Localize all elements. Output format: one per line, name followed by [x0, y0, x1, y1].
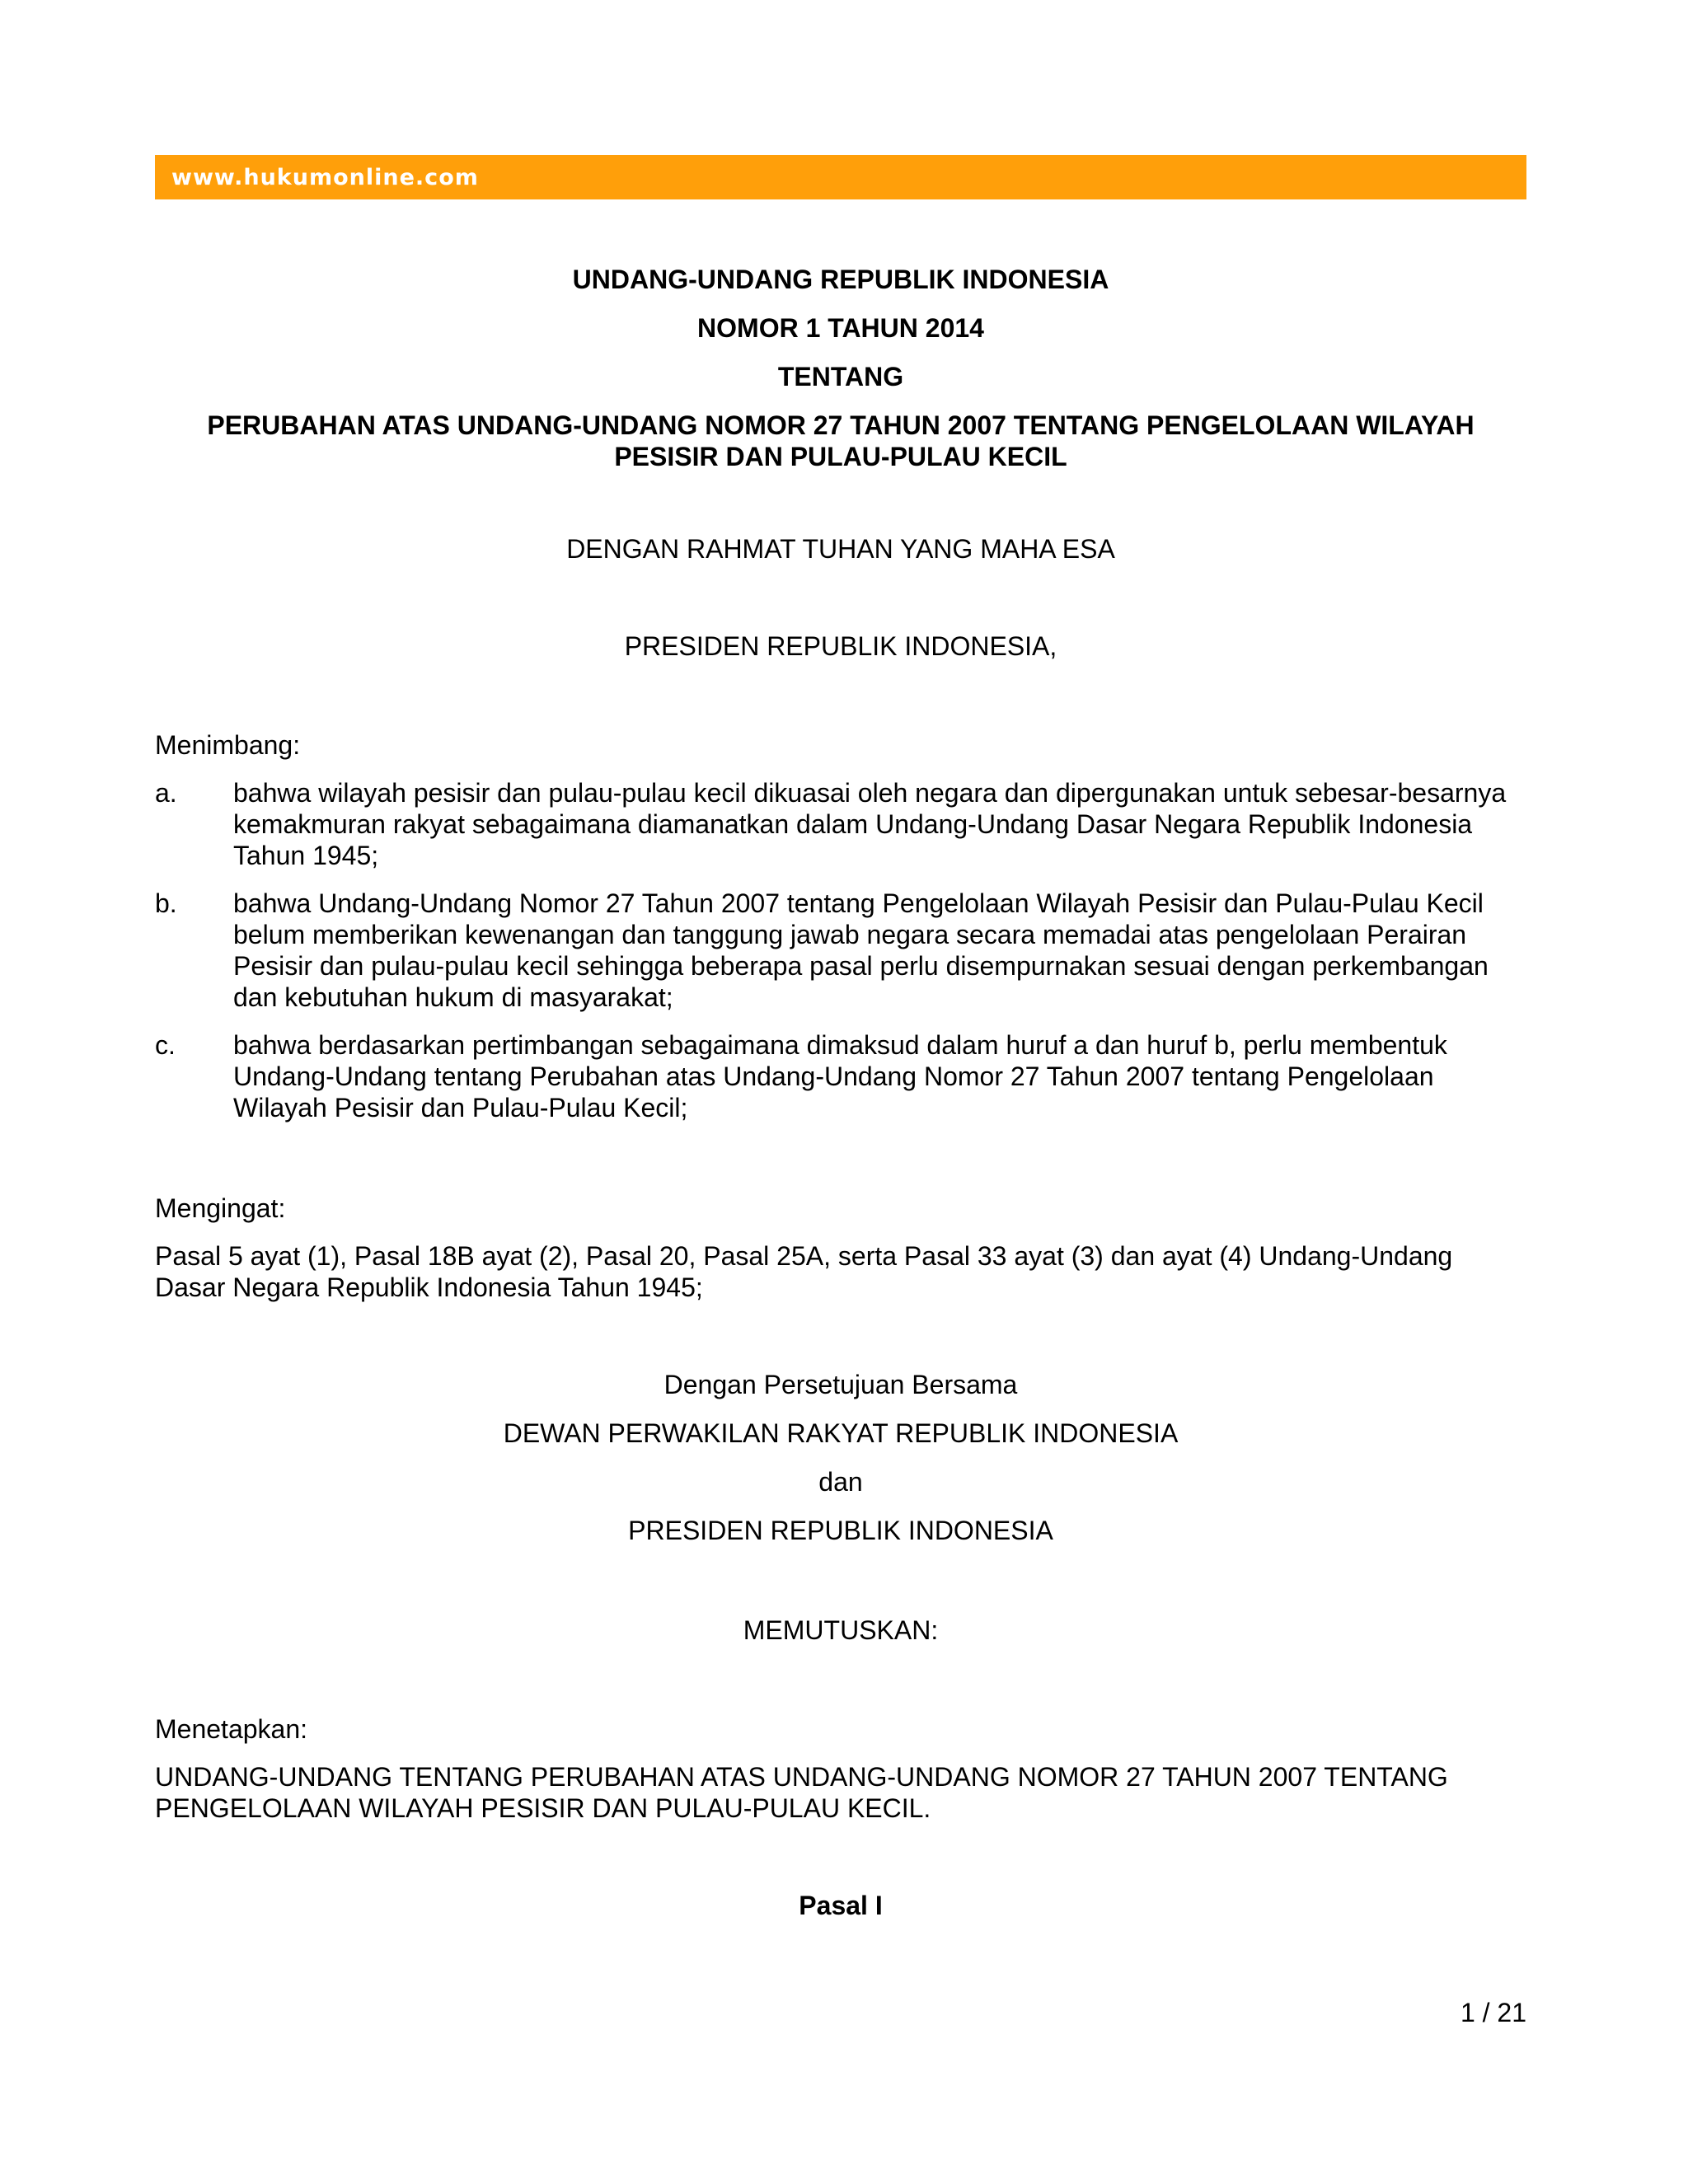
page-number: 1 / 21: [1460, 1998, 1526, 2027]
spacer: [155, 1140, 1526, 1193]
mengingat-label: Mengingat:: [155, 1193, 286, 1223]
title-law: UNDANG-UNDANG REPUBLIK INDONESIA: [572, 265, 1109, 294]
menimbang-label: Menimbang:: [155, 730, 301, 760]
persetujuan-dpr: DEWAN PERWAKILAN RAKYAT REPUBLIK INDONESIA: [503, 1418, 1179, 1448]
list-item: [155, 888, 1526, 1013]
preamble-presiden: PRESIDEN REPUBLIK INDONESIA,: [624, 631, 1057, 661]
menimbang-list: [155, 777, 1526, 1123]
mengingat-text: Pasal 5 ayat (1), Pasal 18B ayat (2), Pasal 20, Pasal 25A, serta Pasal 33 ayat (3) dan ayat (4) Undang-Undang Dasar Negara Republik Indonesia Tahun 1945;: [155, 1241, 1453, 1302]
list-text: bahwa wilayah pesisir dan pulau-pulau kecil dikuasai oleh negara dan dipergunakan untuk sebesar-besarnya kemakmuran rakyat sebagaimana diamanatkan dalam Undang-Undang Dasar Negara Republik Indonesia Tahun 1945;: [233, 778, 1507, 870]
spacer: [155, 662, 1526, 729]
menetapkan-label: Menetapkan:: [155, 1714, 308, 1744]
title-subject: PERUBAHAN ATAS UNDANG-UNDANG NOMOR 27 TAHUN 2007 TENTANG PENGELOLAAN WILAYAH PESISIR DAN PULAU-PULAU KECIL: [207, 410, 1475, 471]
document-body: [155, 264, 1526, 1921]
title-number: NOMOR 1 TAHUN 2014: [697, 313, 984, 343]
list-marker: b.: [155, 888, 177, 918]
list-marker: a.: [155, 778, 177, 808]
menetapkan-text: UNDANG-UNDANG TENTANG PERUBAHAN ATAS UNDANG-UNDANG NOMOR 27 TAHUN 2007 TENTANG PENGELOLAAN WILAYAH PESISIR DAN PULAU-PULAU KECIL.: [155, 1762, 1448, 1823]
spacer: [155, 1563, 1526, 1615]
list-text: bahwa berdasarkan pertimbangan sebagaimana dimaksud dalam huruf a dan huruf b, perlu membentuk Undang-Undang tentang Perubahan atas Undang-Undang Nomor 27 Tahun 2007 tentang Pengelolaan Wilayah Pesisir dan Pulau-Pulau Kecil;: [233, 1030, 1447, 1122]
spacer: [155, 1303, 1526, 1369]
pasal-heading: Pasal I: [799, 1891, 883, 1920]
site-url[interactable]: www.hukumonline.com: [171, 165, 479, 190]
spacer: [155, 1646, 1526, 1713]
persetujuan-presiden: PRESIDEN REPUBLIK INDONESIA: [628, 1516, 1053, 1545]
spacer: [155, 565, 1526, 630]
preamble-rahmat: DENGAN RAHMAT TUHAN YANG MAHA ESA: [566, 534, 1115, 564]
list-text: bahwa Undang-Undang Nomor 27 Tahun 2007 tentang Pengelolaan Wilayah Pesisir dan Pulau-Pulau Kecil belum memberikan kewenangan dan tanggung jawab negara secara memadai atas pengelolaan Perairan Pesisir dan pulau-pulau kecil sehingga beberapa pasal perlu disempurnakan sesuai dengan perkembangan dan kebutuhan hukum di masyarakat;: [233, 888, 1489, 1012]
list-item: [155, 1029, 1526, 1123]
spacer: [155, 1824, 1526, 1890]
list-item: [155, 777, 1526, 871]
persetujuan-dan: dan: [818, 1467, 863, 1497]
list-marker: c.: [155, 1030, 176, 1060]
spacer: [155, 472, 1526, 538]
persetujuan-intro: Dengan Persetujuan Bersama: [663, 1370, 1018, 1399]
site-banner: [155, 155, 1526, 199]
memutuskan-heading: MEMUTUSKAN:: [743, 1615, 939, 1645]
title-tentang: TENTANG: [777, 362, 904, 391]
